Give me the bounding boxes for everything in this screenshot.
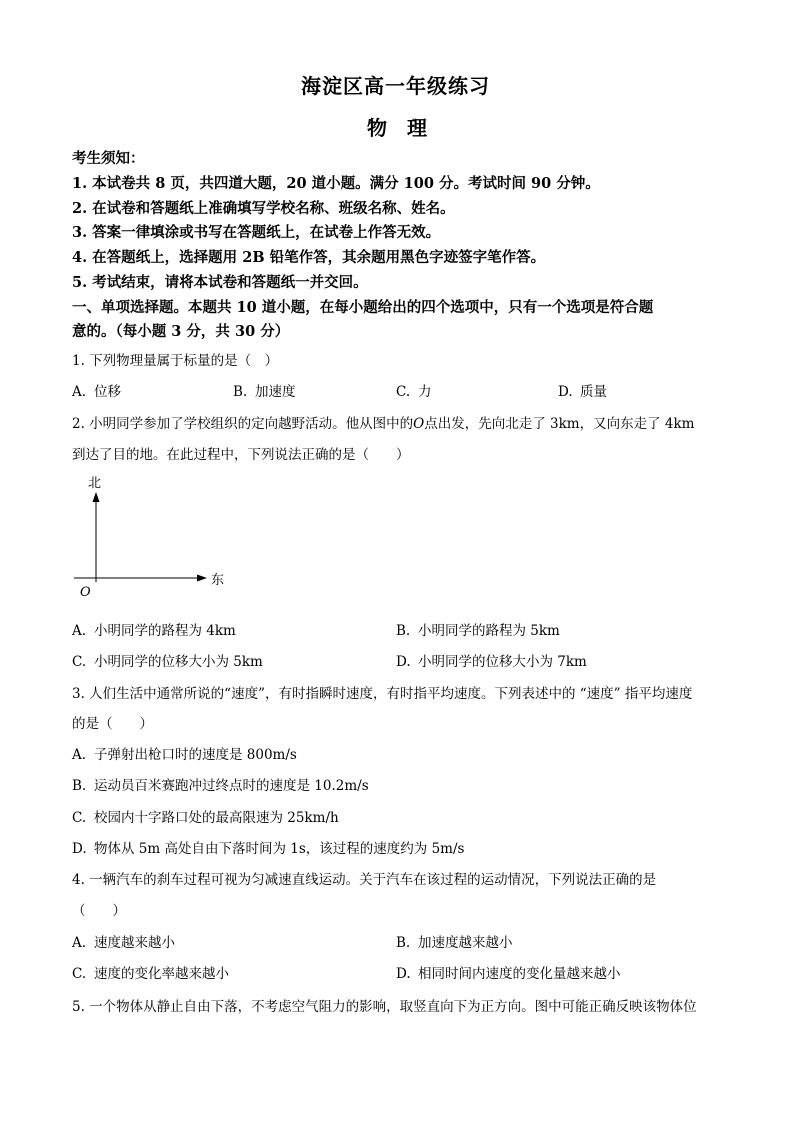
option-label: A. [72, 384, 87, 400]
q4-option-d [396, 962, 621, 982]
direction-diagram [68, 470, 238, 605]
subject-title: 物 理 [367, 116, 427, 140]
notice-item: 4. 在答题纸上，选择题用 2B 铅笔作答，其余题用黑色字迹签字笔作答。 [72, 249, 546, 266]
east-label: 东 [211, 573, 225, 588]
option-label: C. [72, 810, 87, 826]
q2-option-d [396, 650, 587, 670]
option-text: 小明同学的路程为 5km [418, 623, 560, 639]
q1-option-b [233, 380, 296, 400]
point-o-label: O [413, 416, 425, 432]
question-3-stem: 3. 人们生活中通常所说的“速度”，有时指瞬时速度，有时指平均速度。下列表述中的 “速度” 指平均速度 [72, 686, 693, 702]
q3-option-b [72, 774, 369, 794]
option-label: B. [233, 384, 248, 400]
option-label: D. [396, 654, 411, 670]
page-title: 海淀区高一年级练习 [301, 74, 490, 98]
origin-label: O [80, 585, 91, 600]
section-heading-cont: 意的。（每小题 3 分，共 30 分） [72, 323, 290, 340]
option-label: D. [558, 384, 573, 400]
option-text: 力 [418, 384, 432, 400]
option-text: 速度越来越小 [94, 935, 175, 951]
option-text: 校园内十字路口处的最高限速为 25km/h [94, 810, 339, 826]
q1-option-d [558, 380, 607, 400]
notice-item: 1. 本试卷共 8 页，共四道大题，20 道小题。满分 100 分。考试时间 90 分钟。 [72, 175, 600, 192]
option-text: 质量 [580, 384, 607, 400]
q3-option-a [72, 743, 297, 763]
q2-option-c [72, 650, 263, 670]
option-label: B. [396, 935, 411, 951]
q4-option-a [72, 931, 175, 951]
question-4-stem-cont: （ ） [72, 903, 126, 919]
notice-item: 2. 在试卷和答题纸上准确填写学校名称、班级名称、姓名。 [72, 200, 455, 217]
section-heading: 一、单项选择题。本题共 10 道小题，在每小题给出的四个选项中，只有一个选项是符合题 [72, 299, 654, 316]
option-text: 物体从 5m 高处自由下落时间为 1s，该过程的速度约为 5m/s [94, 841, 465, 857]
q1-option-a [72, 380, 121, 400]
option-label: C. [72, 966, 87, 982]
option-label: A. [72, 747, 87, 763]
q3-option-c [72, 806, 339, 826]
north-label: 北 [88, 476, 102, 491]
notice-item: 3. 答案一律填涂或书写在答题纸上，在试卷上作答无效。 [72, 224, 441, 241]
q2-option-a [72, 619, 236, 639]
option-text: 位移 [94, 384, 121, 400]
option-text: 相同时间内速度的变化量越来越小 [418, 966, 621, 982]
question-1-stem: 1. 下列物理量属于标量的是（ ） [72, 353, 279, 369]
north-arrow-icon [93, 492, 100, 502]
q4-option-c [72, 962, 229, 982]
east-arrow-icon [197, 575, 207, 582]
q2-stem-part: 点出发，先向北走了 3km，又向东走了 4km [424, 416, 695, 432]
option-text: 加速度 [255, 384, 296, 400]
option-text: 小明同学的路程为 4km [94, 623, 236, 639]
option-text: 加速度越来越小 [418, 935, 513, 951]
option-text: 速度的变化率越来越小 [94, 966, 229, 982]
question-2-stem [72, 412, 694, 432]
notice-item: 5. 考试结束，请将本试卷和答题纸一并交回。 [72, 274, 368, 291]
q2-stem-part: 2. 小明同学参加了学校组织的定向越野活动。他从图中的 [72, 416, 414, 432]
question-3-stem-cont: 的是（ ） [72, 716, 153, 732]
option-text: 子弹射出枪口时的速度是 800m/s [94, 747, 297, 763]
option-label: A. [72, 935, 87, 951]
question-5-stem: 5. 一个物体从静止自由下落，不考虑空气阻力的影响，取竖直向下为正方向。图中可能正确反映该物体位 [72, 999, 697, 1015]
option-label: C. [396, 384, 411, 400]
question-2-stem-cont: 到达了目的地。在此过程中，下列说法正确的是（ ） [72, 447, 410, 463]
option-text: 小明同学的位移大小为 7km [418, 654, 587, 670]
notice-heading: 考生须知： [72, 150, 145, 167]
q4-option-b [396, 931, 513, 951]
q2-option-b [396, 619, 560, 639]
option-label: C. [72, 654, 87, 670]
option-label: D. [72, 841, 87, 857]
q1-option-c [396, 380, 432, 400]
question-4-stem: 4. 一辆汽车的刹车过程可视为匀减速直线运动。关于汽车在该过程的运动情况，下列说法正确的是 [72, 872, 657, 888]
option-label: B. [72, 778, 87, 794]
option-text: 运动员百米赛跑冲过终点时的速度是 10.2m/s [94, 778, 369, 794]
option-label: B. [396, 623, 411, 639]
q3-option-d [72, 837, 464, 857]
option-label: A. [72, 623, 87, 639]
option-label: D. [396, 966, 411, 982]
option-text: 小明同学的位移大小为 5km [94, 654, 263, 670]
